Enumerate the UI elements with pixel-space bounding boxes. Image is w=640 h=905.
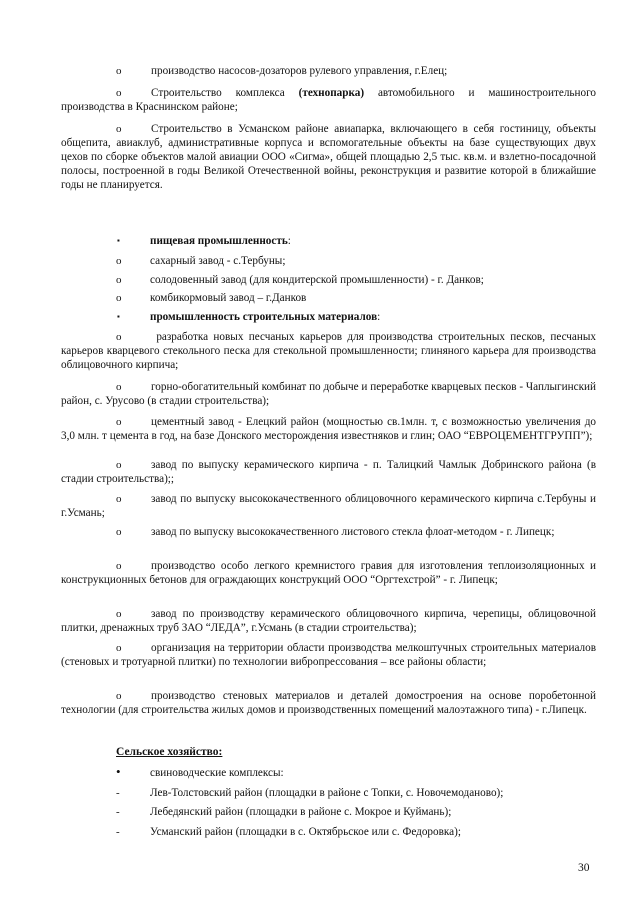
- dash-marker: -: [116, 826, 120, 838]
- item-text: завод по выпуску керамического кирпича - п. Талицкий Чамлык Добринского района (в стадии строительства);;: [61, 459, 596, 485]
- item-text: Строительство в Усманском районе авиапарка, включающего в себя гостиницу, объекты общепита, авиаклуб, административные корпуса и вспомогательные объекты на базе существующих двух цехов по сборке объектов малой авиации ООО «Сигма», общей площадью 2,5 тыс. кв.м. и взлетно-посадочной полосы, построенной в годы Великой Отечественной войны, реконструкция и развитие которой в ближайшие годы не планируется.: [61, 123, 596, 191]
- item-text: производство особо легкого кремнистого гравия для изготовления теплоизоляционных и конструкционных бетонов для ограждающих конструкций ООО “Оргтехстрой” - г. Липецк;: [61, 560, 596, 586]
- circle-marker: o: [116, 123, 122, 135]
- agriculture-dash-item: Лев-Толстовский район (площадки в районе с Топки, с. Новочемоданово);: [150, 787, 504, 799]
- agriculture-dash-item: Усманский район (площадки в с. Октябрьское или с. Федоровка);: [150, 826, 461, 838]
- circle-marker: o: [116, 416, 122, 428]
- bold-text: пищевая промышленность: [150, 235, 288, 247]
- agriculture-bullet-item: свиноводческие комплексы:: [150, 767, 284, 779]
- dash-marker: -: [116, 787, 120, 799]
- construction-item: [61, 330, 596, 372]
- item-aviapark: [61, 122, 596, 192]
- construction-item: [61, 559, 596, 587]
- item-text: производство стеновых материалов и деталей домостроения на основе поробетонной технологии (для строительства жилых домов и производственных помещений малоэтажного типа) - г.Липецк.: [61, 690, 596, 716]
- circle-marker: o: [116, 642, 122, 654]
- item-text: организация на территории области производства мелкоштучных строительных материалов (стеновых и тротуарной плитки) по технологии вибропрессования – все районы области;: [61, 642, 596, 668]
- circle-marker: o: [116, 331, 122, 343]
- food-item: комбикормовый завод – г.Данков: [150, 292, 307, 304]
- colon: :: [287, 235, 291, 247]
- item-text: Строительство комплекса: [151, 87, 299, 99]
- construction-item: [61, 415, 596, 443]
- agriculture-dash-item: Лебедянский район (площадки в районе с. Мокрое и Куймань);: [150, 806, 452, 818]
- food-item: солодовенный завод (для кондитерской промышленности) - г. Данков;: [150, 274, 484, 286]
- circle-marker: o: [116, 526, 122, 538]
- item-technopark: [61, 86, 596, 114]
- item-pumps: [61, 64, 596, 78]
- item-text: цементный завод - Елецкий район (мощностью св.1млн. т, с возможностью увеличения до 3,0 млн. т цемента в год, на базе Донского месторождения известняков и глин; ОАО “ЕВРОЦЕМЕНТГРУПП”);: [61, 416, 596, 442]
- circle-marker: o: [116, 493, 122, 505]
- circle-marker: o: [116, 65, 122, 77]
- construction-item: [61, 458, 596, 486]
- square-marker: ▪: [117, 236, 120, 245]
- square-marker: ▪: [117, 312, 120, 321]
- item-text: завод по производству керамического облицовочного кирпича, черепицы, облицовочной плитки, дренажных труб ЗАО “ЛЕДА”, г.Усмань (в стадии строительства);: [61, 608, 596, 634]
- circle-marker: o: [116, 459, 122, 471]
- construction-item: [61, 689, 596, 717]
- item-text: автомобильного и машиностроительного производства в Краснинском районе;: [61, 87, 596, 113]
- circle-marker: o: [116, 381, 122, 393]
- construction-item: [61, 607, 596, 635]
- colon: :: [377, 311, 381, 323]
- page-number: 30: [578, 862, 590, 874]
- item-text: производство насосов-дозаторов рулевого управления, г.Елец;: [151, 65, 448, 77]
- construction-item: [61, 641, 596, 669]
- item-text: горно-обогатительный комбинат по добыче и переработке кварцевых песков - Чаплыгинский район, с. Урусово (в стадии строительства);: [61, 381, 596, 407]
- food-item: сахарный завод - с.Тербуны;: [150, 255, 286, 267]
- construction-item: [61, 525, 596, 539]
- construction-header: [150, 310, 380, 324]
- circle-marker: o: [116, 560, 122, 572]
- food-industry-header: [150, 234, 291, 248]
- item-text: разработка новых песчаных карьеров для производства строительных песков, песчаных карьеров кварцевого стекольного песка для стекольной промышленности; глиняного карьера для производства облицовочного кирпича;: [61, 331, 596, 371]
- circle-marker: o: [116, 87, 122, 99]
- construction-item: [61, 380, 596, 408]
- item-text: завод по выпуску высококачественного облицовочного керамического кирпича с.Тербуны и г.Усмань;: [61, 493, 596, 519]
- item-text: завод по выпуску высококачественного листового стекла флоат-методом - г. Липецк;: [151, 526, 555, 538]
- dash-marker: -: [116, 806, 120, 818]
- circle-marker: o: [116, 608, 122, 620]
- bold-text: промышленность строительных материалов: [150, 311, 378, 323]
- construction-item: [61, 492, 596, 520]
- circle-marker: o: [116, 690, 122, 702]
- agriculture-heading: Сельское хозяйство:: [116, 746, 223, 758]
- bold-text: (технопарка): [298, 87, 365, 99]
- circle-marker: o: [116, 292, 122, 304]
- circle-marker: o: [116, 255, 122, 267]
- bullet-marker: •: [116, 764, 121, 779]
- circle-marker: o: [116, 274, 122, 286]
